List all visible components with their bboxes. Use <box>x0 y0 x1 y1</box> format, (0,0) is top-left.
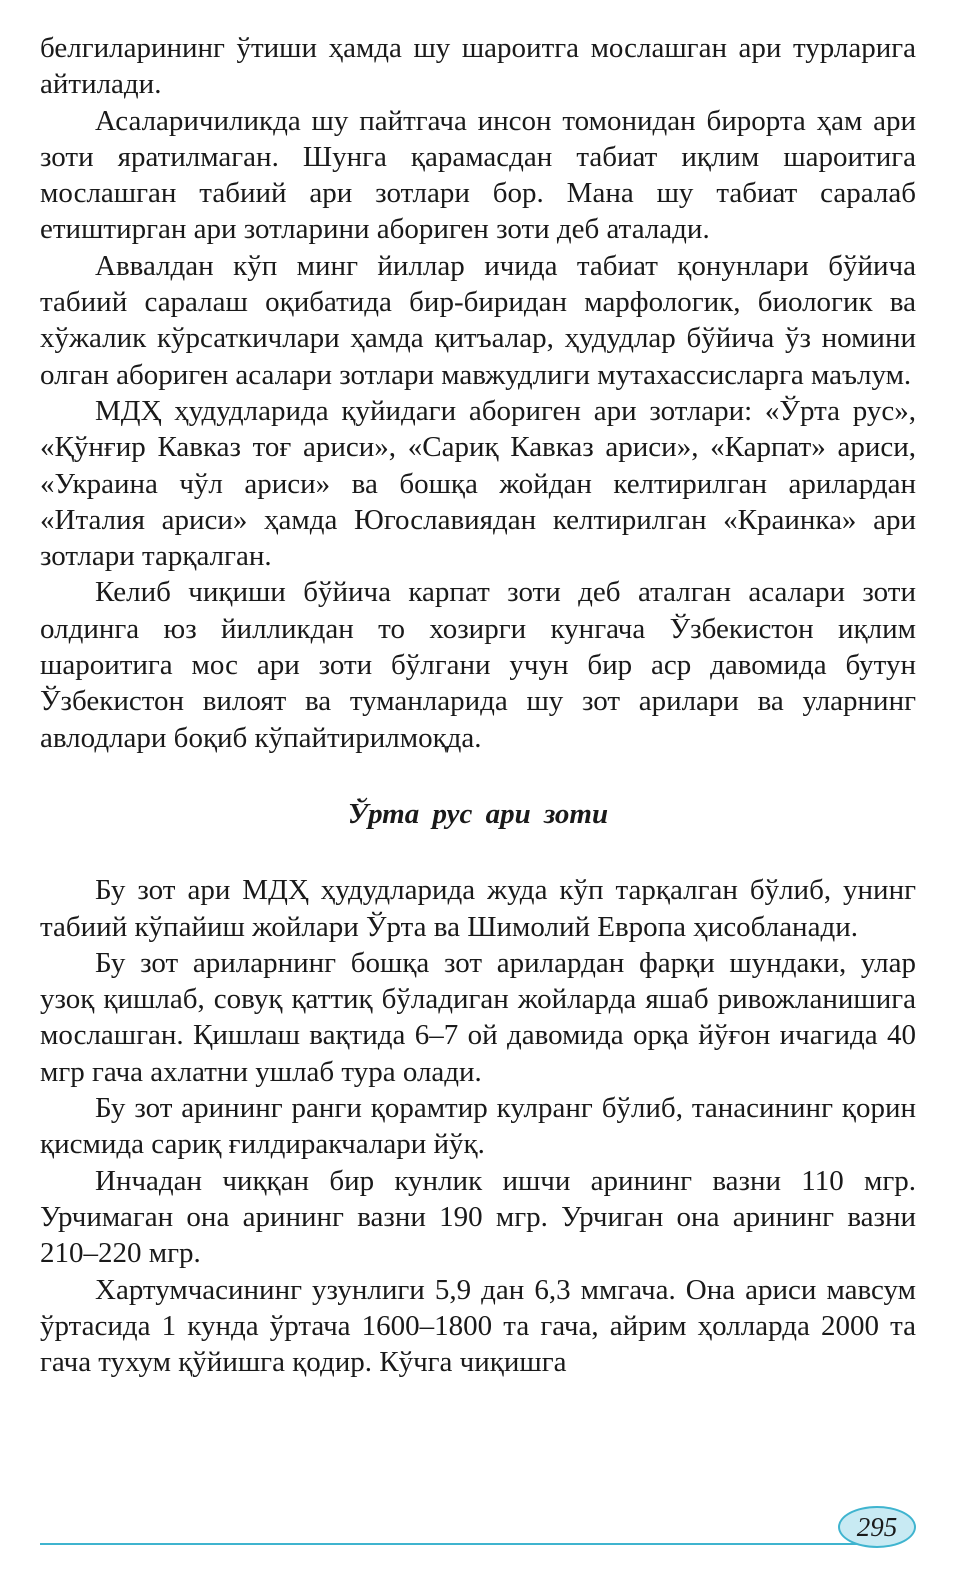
paragraph: Аввалдан кўп минг йиллар ичида табиат қонунлари бўйича табиий саралаш оқибатида бир-биридан марфологик, биологик ва хўжалик кўрсаткичлари ҳамда қитъалар, ҳудудлар бўйича ўз номини олган абориген асалари зотлари мавжудлиги мутахассисларга маълум. <box>40 249 916 391</box>
paragraph: Хартумчасининг узунлиги 5,9 дан 6,3 ммгача. Она ариси мавсум ўртасида 1 кунда ўртача 1600–1800 та гача, айрим ҳолларда 2000 та гача тухум қўйишга қодир. Кўчга чиқишга <box>40 1273 916 1379</box>
paragraph: Келиб чиқиши бўйича карпат зоти деб аталган асалари зоти олдинга юз йилликдан то хозирги кунгача Ўзбекистон иқлим шароитига мос ари зоти бўлгани учун бир аср давомида бутун Ўзбекистон вилоят ва туманларида шу зот арилари ва уларнинг авлодлари боқиб кўпайтирилмоқда. <box>40 576 916 754</box>
page-number-badge <box>838 1506 916 1548</box>
section-heading: Ўрта рус ари зоти <box>347 797 609 830</box>
paragraph: Инчадан чиққан бир кунлик ишчи арининг вазни 110 мгр. Урчимаган она арининг вазни 190 мгр. Урчиган она арининг вазни 210–220 мгр. <box>40 1164 916 1270</box>
paragraph: Бу зот арининг ранги қорамтир кулранг бўлиб, танасининг қорин қисмида сариқ ғилдиракчалари йўқ. <box>40 1092 916 1161</box>
paragraph: МДҲ ҳудудларида қуйидаги абориген ари зотлари: «Ўрта рус», «Қўнғир Кавказ тоғ ариси», «Сариқ Кавказ ариси», «Карпат» ариси, «Украина чўл ариси» ва бошқа жойдан келтирилган арилардан «Италия ариси» ҳамда Югославиядан келтирилган «Краинка» ари зотлари тарқалган. <box>40 394 916 573</box>
paragraph: Асаларичиликда шу пайтгача инсон томонидан бирорта ҳам ари зоти яратилмаган. Шунга қарамасдан табиат иқлим шароитига мослашган табиий ари зотлари бор. Мана шу табиат саралаб етиштирган ари зотларини абориген зоти деб аталади. <box>40 104 916 246</box>
paragraph: Бу зот ари МДҲ ҳудудларида жуда кўп тарқалган бўлиб, унинг табиий кўпайиш жойлари Ўрта ва Шимолий Европа ҳисобланади. <box>40 874 916 943</box>
page-body <box>40 30 916 1380</box>
page-number: 295 <box>856 1511 898 1542</box>
footer-rule <box>40 1543 886 1545</box>
paragraph: белгиларининг ўтиши ҳамда шу шароитга мослашган ари турларига айтилади. <box>40 32 916 101</box>
paragraph: Бу зот ариларнинг бошқа зот арилардан фарқи шундаки, улар узоқ қишлаб, совуқ қаттиқ бўладиган жойларда яшаб ривожланишига мослашган. Қишлаш вақтида 6–7 ой давомида орқа йўғон ичагида 40 мгр гача ахлатни ушлаб тура олади. <box>40 946 916 1088</box>
